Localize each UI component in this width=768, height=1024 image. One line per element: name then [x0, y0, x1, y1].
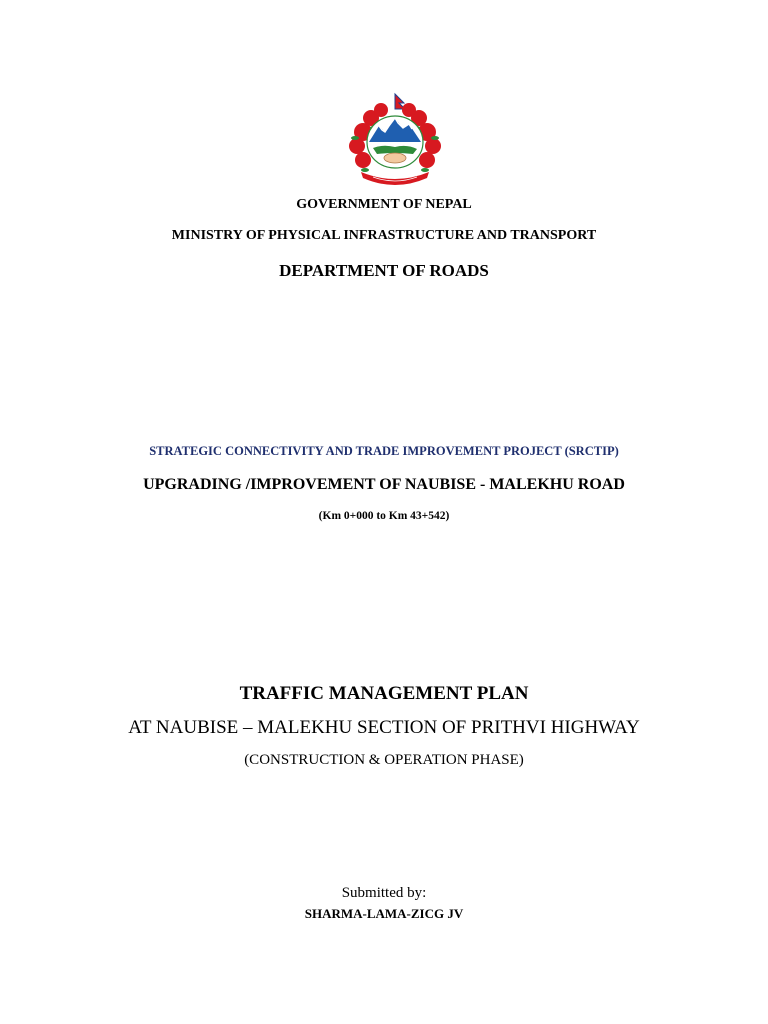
submitted-by-label: Submitted by: [341, 885, 427, 901]
department-title: DEPARTMENT OF ROADS [279, 261, 489, 280]
report-section: AT NAUBISE – MALEKHU SECTION OF PRITHVI HIGHWAY [128, 717, 640, 738]
nepal-emblem-icon [343, 92, 447, 186]
project-chainage: (Km 0+000 to Km 43+542) [318, 510, 450, 522]
government-title: GOVERNMENT OF NEPAL [296, 197, 472, 212]
project-name: STRATEGIC CONNECTIVITY AND TRADE IMPROVEMENT PROJECT (SRCTIP) [149, 444, 619, 458]
ministry-title: MINISTRY OF PHYSICAL INFRASTRUCTURE AND TRANSPORT [171, 228, 597, 243]
submitter-name: SHARMA-LAMA-ZICG JV [304, 906, 464, 921]
report-phase: (CONSTRUCTION & OPERATION PHASE) [244, 752, 524, 768]
report-title: TRAFFIC MANAGEMENT PLAN [239, 683, 529, 704]
project-upgrading-title: UPGRADING /IMPROVEMENT OF NAUBISE - MALEKHU ROAD [143, 476, 625, 493]
